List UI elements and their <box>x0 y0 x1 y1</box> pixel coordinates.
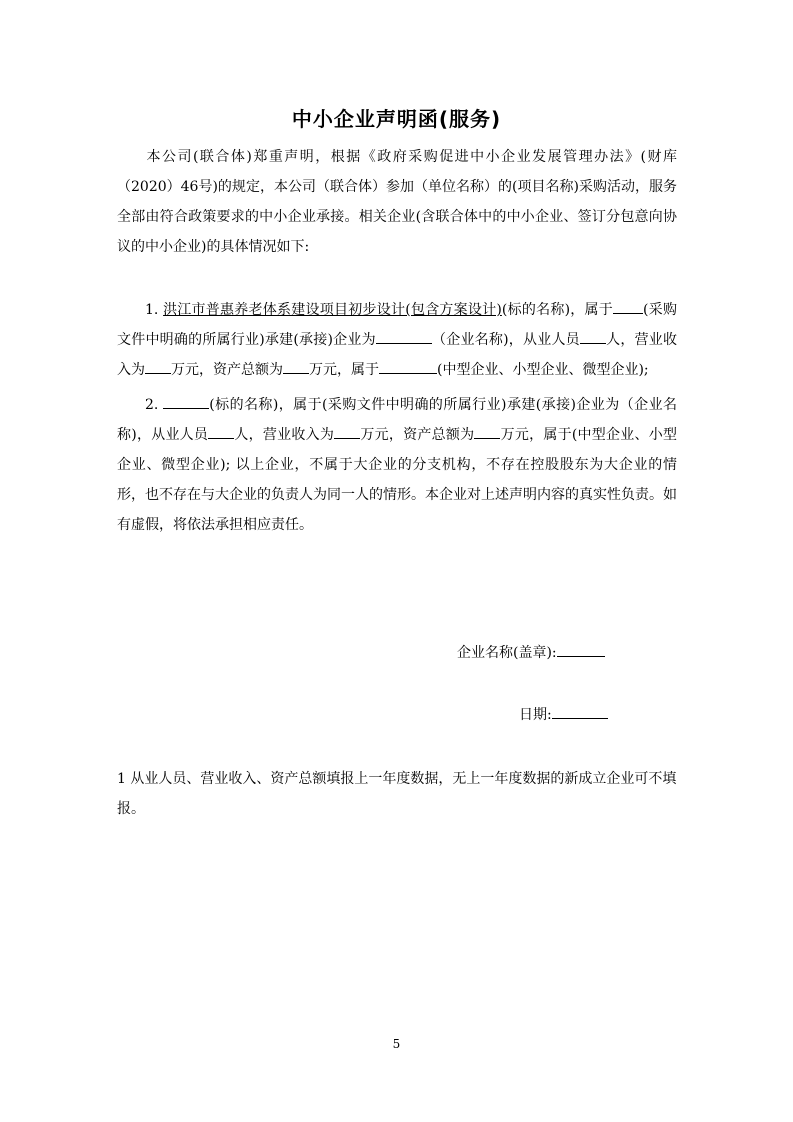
industry-blank[interactable] <box>613 299 643 314</box>
subject-name-blank[interactable] <box>163 394 209 409</box>
assets-blank[interactable] <box>474 424 500 439</box>
item-1-text: (中型企业、小型企业、微型企业); <box>437 362 649 378</box>
revenue-blank[interactable] <box>334 424 360 439</box>
page-number: 5 <box>392 1037 401 1051</box>
staff-count-blank[interactable] <box>580 329 606 344</box>
item-2 <box>117 390 677 540</box>
page-title: 中小企业声明函(服务) <box>291 107 502 131</box>
company-seal-label: 企业名称(盖章): <box>457 645 557 661</box>
item-1-text: 万元，属于 <box>309 362 379 378</box>
declaration-text: 以上企业，不属于大企业的分支机构，不存在控股股东为大企业的情形，也不存在与大企业的负责人为同一人的情形。本企业对上述声明内容的真实性负责。如有虚假，将依法承担相应责任。 <box>117 457 678 533</box>
item-1-text: 万元，资产总额为 <box>171 362 283 378</box>
item-2-text: 人，营业收入为 <box>234 427 335 443</box>
intro-text: 本公司(联合体)郑重声明，根据《政府采购促进中小企业发展管理办法》(财库（2020）46号)的规定，本公司（联合体）参加（单位名称）的(项目名称)采购活动，服务全部由符合政策要求的中小企业承接。相关企业(含联合体中的中小企业、签订分包意向协议的中小企业)的具体情况如下: <box>117 149 677 255</box>
item-1-text: （企业名称)，从业人员 <box>431 332 580 348</box>
item-1 <box>117 295 677 385</box>
assets-blank[interactable] <box>283 359 309 374</box>
item-2-number: 2. <box>145 397 159 413</box>
company-seal-blank[interactable] <box>557 642 605 657</box>
item-2-text: 万元，属于(中型企业、小型企业、微型企业); <box>117 427 678 473</box>
item-1-text: 人，营业收入为 <box>117 332 678 378</box>
revenue-blank[interactable] <box>145 359 171 374</box>
date-label: 日期: <box>519 707 552 723</box>
item-1-text: (标的名称)，属于 <box>501 302 614 318</box>
company-name-blank[interactable] <box>376 329 432 344</box>
project-name: 洪江市普惠养老体系建设项目初步设计(包含方案设计) <box>163 302 502 318</box>
footnote: 1 从业人员、营业收入、资产总额填报上一年度数据，无上一年度数据的新成立企业可不填报。 <box>117 771 677 817</box>
item-1-text: (采购文件中明确的所属行业)承建(承接)企业为 <box>117 302 677 348</box>
company-signature-line <box>457 642 605 662</box>
item-2-text: (标的名称)，属于(采购文件中明确的所属行业)承建(承接)企业为（企业名称)，从业人员 <box>117 397 677 443</box>
enterprise-type-blank[interactable] <box>379 359 437 374</box>
item-1-number: 1. <box>145 302 159 318</box>
date-blank[interactable] <box>552 704 608 719</box>
staff-count-blank[interactable] <box>208 424 234 439</box>
intro-paragraph <box>117 142 677 262</box>
item-2-text: 万元，资产总额为 <box>360 427 475 443</box>
date-line <box>519 704 608 724</box>
